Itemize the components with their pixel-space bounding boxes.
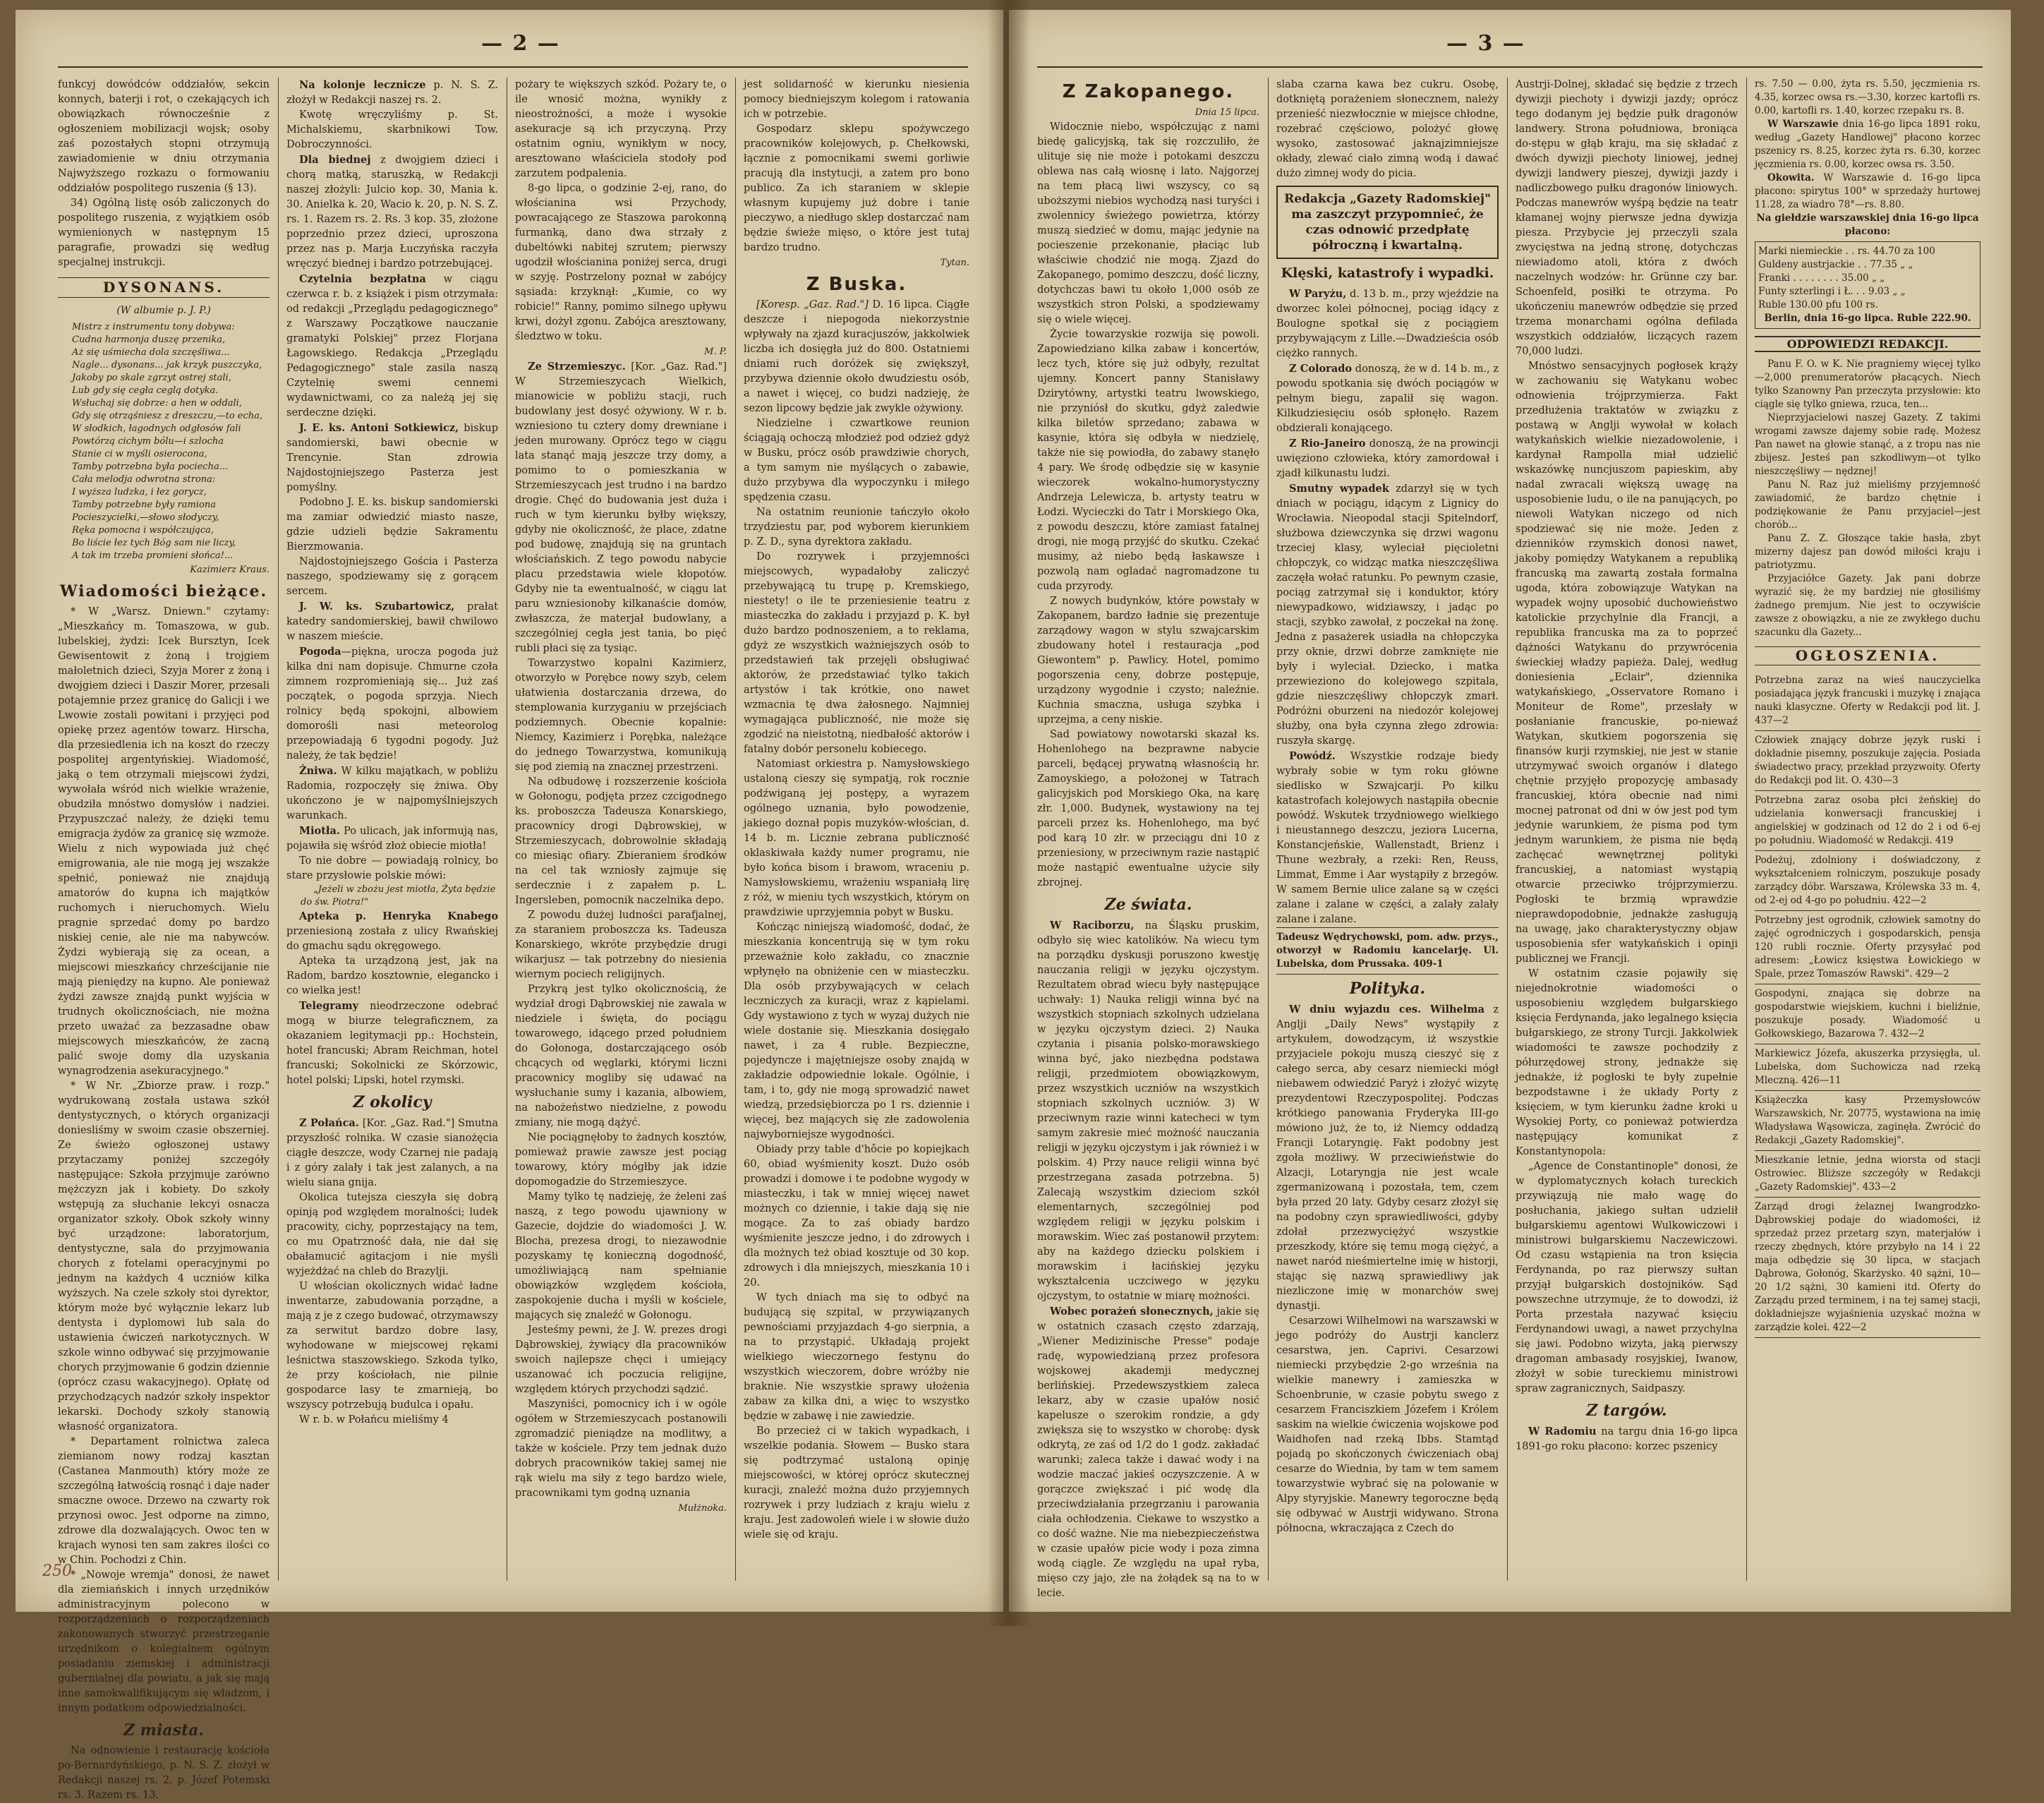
classified-ad: Książeczka kasy Przemysłowców Warszawskich, Nr. 20775, wystawiona na imię Władysława Wąsowicza, zaginęła. Zwrócić do Redakcji „Gazety Radomskiej". — [1755, 1091, 1980, 1151]
paragraph: To nie dobre — powiadają rolnicy, bo stare przysłowie polskie mówi: — [286, 855, 498, 881]
item-text: d. 13 b. m., przy wjeździe na dworzec kolei północnej, pociąg idący z Boulogne spotkał się z pociągiem przybywającym z Lille.—Dwadzieścia osób ciężko rannych. — [1276, 289, 1499, 359]
poem-line: Tamby potrzebne były ramiona — [72, 500, 216, 510]
item-text: prałat katedry sandomierskiej, bawił chwilowo w naszem mieście. — [286, 601, 499, 642]
poem-dedication: (W albumie p. J. P.) — [116, 305, 211, 316]
exchange-row: Franki . . . . . . . . 35.00 „ „ — [1758, 272, 1885, 284]
classified-ad: Człowiek znający dobrze język ruski i dokładnie pisemny, poszukuje zajęcia. Posiada świadectwo pracy, przekład przyzwoity. Oferty do Redakcji pod lit. O. 430—3 — [1755, 731, 1980, 791]
paragraph: Życie towarzyskie rozwija się powoli. Zapowiedziano kilka zabaw i koncertów, lecz tych, które się już odbyły, rezultat ujemny. Koncert panny Stanisławy Dzirytówny, artystki teatru lwowskiego, nie przyniósł do skutku, gdyż zaledwie kilka biletów sprzedano; zabawa w kasynie, która się odbyła w niedzielę, także nie się powiodła, do zabawy stanęło 4 pary. We środę odbędzie się w kasynie wieczorek wokalno-humorystyczny Andrzeja Lelewicza, b. artysty teatru w Łodzi. Wycieczki do Tatr i Morskiego Oka, z powodu deszczu, które zamiast fatalnej drogi, nie mogą przyjść do skutku. Czekać musimy, aż niebo będą łaskawsze i pozwolą nam ogladać nagromadzone tu cuda przyrody. — [1037, 329, 1259, 592]
top-rule-right — [1037, 66, 1983, 68]
item-lead: Miotła. — [299, 825, 340, 837]
item-text: na targu dnia 16-go lipca 1891-go roku płacono: korzec pszenicy — [1516, 1426, 1738, 1452]
column-7 — [1516, 78, 1738, 1584]
classified-ad: Gospodyni, znająca się dobrze na gospodarstwie wiejskiem, kuchni i bieliźnie, poszukuje posady. Wiadomość u Gołkowskiego, Bazarowa 7. 432—2 — [1755, 984, 1980, 1044]
poem-line: A tak im trzeba promieni słońca!... — [72, 550, 234, 561]
item-text: D. 16 lipca. Ciągłe deszcze i niepogoda niekorzystnie wpływały na zjazd kuracjuszów, jakkolwiek liczba ich dosięgła już do 800. Ostatniemi dniami ruch doróżek się zwiększył, przybywa dziennie około dwudziestu osób, a nawet i więcej, co budzi nadzieję, że sezon lipcowy będzie jak zwykle ożywiony. — [744, 299, 969, 414]
section-heading-zakopane: Z Zakopanego. — [1062, 81, 1235, 102]
paragraph: Podobno J. E. ks. biskup sandomierski ma zamiar odwiedzić miasto nasze, gdzie udzieli będzie Sakramentu Bierzmowania. — [286, 497, 498, 553]
exchange-table — [1755, 241, 1980, 329]
poem-line: Stanie ci w myśli osierocona, — [72, 449, 207, 459]
column-6 — [1276, 78, 1499, 1584]
exchange-row: Marki niemieckie . . rs. 44.70 za 100 — [1758, 246, 1935, 257]
news-item: * Departament rolnictwa zaleca ziemianom nowy rodzaj kasztan (Castanea Manmouth) który może ze szczególną łatwością rosnąć i daje nader smaczne owoce. Drzewo na czwarty rok przynosi owoc. Jest odporne na zimno, zdrowe dla dozwalających. Owoc ten w krajach wynosi ten sam zakres ilości co w Chin. Pochodzi z Chin. — [58, 1436, 270, 1566]
paragraph: Gospodarz sklepu spożywczego pracowników kolejowych, p. Chełkowski, łącznie z pomocnikami swemi gorliwie pracują dla instytucji, a zatem pro bono publico. Za ich staraniem w sklepie własnym kupujemy już dobre i tanie pieczywo, a niedługo sklep dostarczać nam będzie świeże mięso, o które jest tutaj bardzo trudno. — [744, 123, 969, 253]
item-text: [Kor. „Gaz. Rad."] W Strzemieszycach Wielkich, mianowicie w pobliżu stacji, ruch budowlany jest dosyć ożywiony. W r. b. wzniesiono tu cztery domy drewniane i jeden murowany. Oprócz tego w ciągu lata stanąć mają jeszcze trzy domy, a pomimo to o pomieszkania w Strzemieszycach jest trudno i na bardzo drogie. Chęć do budowania jest duża i ruch w tym kierunku byłby większy, gdyby nie okoliczność, że place, zdatne pod budowę, znajdują się na gruntach włościańskich. Z tego powodu nabycie placu przedstawia wiele kłopotów. Gdyby nie ta ewentualność, w ciągu lat paru wzniesionoby kilkanaście domów, zwłaszcza, że materjał budowlany, a szczególniej cegła jest tania, bo pięć rubli płaci się za tysiąc. — [515, 361, 727, 654]
item-lead: W Radomiu — [1528, 1425, 1597, 1437]
paragraph: W r. b. w Połańcu mieliśmy 4 — [299, 1414, 449, 1425]
paragraph: Apteka ta urządzoną jest, jak na Radom, bardzo kosztownie, elegancko i co wielka jest! — [286, 955, 498, 996]
poem-line: Bo liście łez tych Bóg sam nie liczy, — [72, 538, 236, 548]
item-lead: W Warszawie — [1767, 119, 1839, 130]
column-divider — [1746, 78, 1747, 1581]
author-sign: M. P. — [704, 346, 727, 357]
item-text: donoszą, że w d. 14 b. m., z powodu spotkania się dwóch pociągów w pełnym biegu, zapalił się wagon. Kilkudziesięciu osób spłonęło. Razem obdzierali konającego. — [1276, 363, 1499, 434]
paragraph: Nie pociągnęłoby to żadnych kosztów, pomieważ prawie zawsze jest pociąg towarowy, który mógłby jak idzie dopomogadzie do Strzemieszyce. — [515, 1132, 727, 1188]
paragraph: W tych dniach ma się to odbyć na budującą się szpital, w przywiązanych pewnościami przyjazdach 4-go sierpnia, a na to przystąpić. Układają projekt wielkiego wieczornego festynu do wszystkich wieczorem, dobre wróżby nie braknie. Nie wszystkie sprawy ułożenia zabaw za kilka dni, a więc to wszystko będzie w zabawę i nie zawiedzie. — [744, 1292, 969, 1422]
editorial-reply: Nieprzyjacielowi naszej Gazety. Z takimi wrogami zawsze dajemy sobie radę. Możesz Pan nawet na głowie stanąć, a z tropu nas nie zbijesz. Jesteś pan szkodliwym—ot tylko nieszczęśliwy — nędznej! — [1755, 412, 1980, 477]
item-text: jakie się w ostatnich czasach często zdarzają, „Wiener Medizinische Presse" podaje radę, wypowiedzianą przez profesora wojskowej akademji medycznej berlińskiej. Przedewszystkiem zaleca lekarz, aby w czasie upałów nosić kapelusze o szerokim rondzie, a gdy zwiększa się to wszystko w chorobę: dysk odkrytą, ze zaś od 1/2 do 1 godz. zakładać warunki; zaleca także i dawać wody i na wodzie maczać jakieś oczyszczenie. A w gorączce zwiększać i pić wodę dla przeciwdziałania przegrzaniu i parowania ciała ochłodzenia. Ciekawe to wszystko a co dość ważne. Nie ma niebezpieczeństwa w czasie upałów picie wody i poza zimna wodą ciągle. Ze względu na upał ryba, mięso czy jajo, złe na żołądek są na to w lecie. — [1037, 1306, 1259, 1599]
poem-line: Mistrz z instrumentu tony dobywa: — [72, 322, 235, 332]
poem-author: Kazimierz Kraus. — [190, 565, 270, 575]
dateline: Dnia 15 lipca. — [1195, 107, 1259, 118]
page-number-right: — 3 — — [1446, 31, 1525, 56]
right-page — [1009, 10, 2011, 1612]
lawyer-advertisement: Tadeusz Wędrychowski, pom. adw. przys., otworzył w Radomiu kancelarję. Ul. Lubelska, dom Prussaka. 409-1 — [1276, 927, 1499, 975]
exchange-row: Guldeny austrjackie . . 77.35 „ „ — [1758, 259, 1913, 270]
poem-line: Cała melodja odwrotna strona: — [72, 474, 216, 485]
paragraph: Widocznie niebo, współczując z nami biedę galicyjską, tak się rozczuliło, że ulituje się nie może i potokami deszczu oblewa nas całą wiosnę i lato. Najgorzej na tem płacą liwi wszyscy, co są uboższymi niebios wychodzą nasi turyści i zwolennicy świeżego powietrza, którzy muszą siedzieć w domu, mając jedynie na pocieszenie przekonanie, płaciąc lub właściwie chodzić nie mogą. Zjazd do Zakopanego, pomimo deszczu, dość liczny, dotychczas bawi tu około 1,000 osób ze wszystkich stron Polski, a spodziewamy się o wiele więcej. — [1037, 121, 1259, 325]
poem-line: W słodkich, łagodnych odgłosów fali — [72, 423, 241, 434]
exchange-row: Berlin, dnia 16-go lipca. Ruble 222.90. — [1764, 313, 1971, 324]
paragraph: Mamy tylko tę nadzieję, że żeleni zaś naszą, z tego powodu ujawniony w Gazecie, dojdzie do wiadomości J. W. Blocha, prezesa drogi, to niezawodnie pozyskamy tę konieczną dogodność, umożliwiającą nam spełnianie obowiązków względem kościoła, zaspokojenie ducha i myśli w kościele, mających się znaleźć w Gołonogu. — [515, 1191, 727, 1321]
item-lead: Żniwa. — [299, 765, 337, 777]
section-heading-announcements: OGŁOSZENIA. — [1755, 646, 1980, 665]
item-lead: Na kolonje lecznicze — [299, 79, 426, 91]
paragraph: Maszyniści, pomocnicy ich i w ogóle ogółem w Strzemieszycach postanowili zgromadzić pieniądze na modlitwy, a także w kościele. Przy tem jednak dużo dobrych pracowników takiej samej nie rąk wielu ma siły z tego bardzo wiele, pracownikami tym godną uznania — [515, 1399, 727, 1499]
poem-line: Nagle... dysonans... jak krzyk puszczyka, — [72, 360, 262, 370]
market-prices: rs. 7.50 — 0.00, żyta rs. 5.50, jęczmienia rs. 4.35, korzec owsa rs.—3.30, korzec kartofli rs. 0.00, kartofli rs. 1.40, korzec rzepaku rs. 8. — [1755, 78, 1980, 116]
left-page — [16, 10, 1003, 1801]
paragraph: Niedzielne i czwartkowe reunion ściągają ochoczą młodzież pod odzież gdyż w Busku, prócz osób prawdziwie chorych, a tym samym nie myślących o zabawie, dużo przybywa dla wypoczynku i miłego spędzenia czasu. — [744, 418, 969, 503]
column-divider — [1268, 78, 1269, 1581]
paragraph: Sad powiatowy nowotarski skazał ks. Hohenlohego na bezprawne nabycie parceli, będącej prywatną własnością hr. Zamoyskiego, a położonej w Tatrach galicyjskich pod Morskiego Oka, na karę złr. 1,000. Budynek, wystawiony na tej parceli przez ks. Hohenlohego, ma być pod karą 10 złr. w przeciągu dni 10 z przeniesiony, w przeciwnym razie nastąpić może nastąpić ewentualne użycie siły zbrojnej. — [1037, 729, 1259, 888]
column-2 — [286, 78, 498, 1584]
paragraph: U włościan okolicznych widać ładne inwentarze, zabudowania porządne, a mają z je z czego budować, otrzymawszy za serwitut bardzo dobre lasy, wyhodowane w miejscowej rękami leśnictwa staszowskiego. Szkoda tylko, że przy kościołach, nie pilnie gospodarce lasy te zmarnieją, bo wszyscy potrzebują budulca i opału. — [286, 1281, 498, 1411]
item-lead: Ze Strzemieszyc. — [528, 361, 626, 373]
column-4 — [744, 78, 969, 1584]
item-text: przeniesioną została z ulicy Rwańskiej do gmachu sądu okręgowego. — [286, 926, 498, 952]
paragraph: Cesarzowi Wilhelmowi na warszawski w jego podróży do Austrji kanclerz cesarstwa, jen. Caprivi. Cesarzowi niemiecki przybędzie 2-go września na wielkie manewry i zamieszka w Schoenbrunie, w czasie pobytu swego z cesarzem Franciszkiem Józefem i Królem saskim na wielkie ćwiczenia wojskowe pod Waidhofen nad rzeką Ibbs. Stamtąd pojadą po skończonych ćwiczeniach obaj cesarze do Wiednia, by tam w tem samem towarzystwie wybrać się na polowanie w Alpy styryjskie. Manewry tegoroczne będą się odbywać w Austrji widywano. Strona północna, wkraczająca z Czech do — [1276, 1315, 1499, 1534]
paragraph: 34) Ogólną listę osób zaliczonych do pospolitego ruszenia, z wyjątkiem osób wymienionych w następnym 15 paragrafie, prowadzi się według specjalnej instrukcji. — [58, 198, 270, 268]
paragraph: Towarzystwo kopalni Kazimierz, otworzyło w Porębce nowy szyb, celem ułatwienia dostarczania drzewa, do stemplowania kurzyganiu w przejściach podziemnych. Obecnie kopalnie: Niemcy, Kazimierz i Porębka, należące do jednego Towarzystwa, komunikują się pod ziemią na znacznej przestrzeni. — [515, 658, 727, 773]
item-lead: Z Połańca. — [299, 1117, 359, 1129]
paragraph: Austrji-Dolnej, składać się będzie z trzech dywizji piechoty i dywizji jazdy; oprócz tego dodanym jej będzie pułk dragonów landwery. Strona południowa, broniąca do-stępu w głąb kraju, ma się składać z dwóch dywizji piechoty liniowej, jednej dywizji landwery pieszej, dywizji jazdy i nadliczbowego pułku dragonów liniowych. Podczas manewrów wyśpą będzie na teatr kłamanej wojny pierwsze jedna dywizja piesza. Przybycie jej przeczyli szala zwycięstwa na jedną stronę, dotychczas niewiadomo atoli, która z dwóch naczelnych wodzów: hr. Grünne czy bar. Schoenfeld, posiłki te otrzyma. Po ukończeniu manewrów odbędzie się przed trzema monarchami ogólna defilada wszystkich oddziałów, liczących razem 70,000 ludzi. — [1516, 79, 1738, 357]
paragraph: Bo przecież ci w takich wypadkach, i wszelkie podania. Słowem — Busko stara się podtrzymać ustaloną opinję miejscowości, w której oprócz skutecznej kuracji, znaleźć można dużo przyjemnych rozrywek i przy ludziach z kraju wielu z kraju. Jest zadowoleń wiele i w słowie dużo wiele się od kraju. — [744, 1425, 969, 1540]
item-text: dnia 16-go lipca 1891 roku, według „Gazety Handlowej" płacono korzec pszenicy rs. 8.25, korzec żyta rs. 6.30, korzec jęczmienia rs. 0.00, korzec owsa rs. 3.50. — [1755, 119, 1980, 170]
classified-ad: Mieszkanie letnie, jedna wiorsta od stacji Ostrowiec. Bliższe szczegóły w Redakcji „Gazety Radomskiej". 433—2 — [1755, 1151, 1980, 1198]
exchange-row: Ruble 130.00 pfu 100 rs. — [1758, 299, 1878, 310]
classified-ad: Markiewicz Józefa, akuszerka przysięgła, ul. Lubelska, dom Suchowicza nad rzeką Mleczną. 426—11 — [1755, 1044, 1980, 1091]
column-divider — [1507, 78, 1508, 1581]
paragraph: 8-go lipca, o godzinie 2-ej, rano, do włościanina wsi Przychody, powracającego ze Staszowa parokonną furmanką, dano dwa strzały z dubeltówki nabitej szrutem; pierwszy ugodził włościanina poniżej serca, drugi w szyję. Postrzelony poznał w zabójcy sąsiada: krzyknął: „Kumie, co wy robicie!" Ranny, pomimo silnego upływu krwi, dożył zgonu. Zabójca aresztowany, śledztwo w toku. — [515, 183, 727, 342]
proverb-quote: „Jeżeli w zbożu jest miotła, Żyta będzie do św. Piotra!" — [301, 884, 496, 907]
item-lead: Dla biednej — [299, 154, 371, 166]
paragraph: Kończąc niniejszą wiadomość, dodać, że mieszkania koncentrują się w tym roku przeważnie koło zakładu, co znacznie wpłynęło na obniżenie cen w miasteczku. Dla osób przybywających w celach leczniczych za kuracji, wraz z kąpielami. Gdy wystawiono z tych w wyzaj dużych nie wiele dostanie się. Mieszkania dosięgało nawet, i za 4 ruble. Bezpieczne, pojedyncze i majętniejsze osoby znajdą w zakładzie odpowiednie lokale. Ogólnie, i tam, i to, gdy nie mogą sprowadzić nawet wiedzą, przedsiębiorcza po 1 rs. dziennie i więcej, bez mających się złe zadowolenia najwyborniejsze wygodności. — [744, 922, 969, 1140]
item-text: biskup sandomierski, bawi obecnie w Trencynie. Stan zdrowia Najdostojniejszego Pasterza jest pomyślny. — [286, 423, 498, 493]
poem-line: Lub gdy się cegła ceglą dotyka. — [72, 385, 219, 396]
item-lead: Wobec porażeń słonecznych, — [1050, 1305, 1214, 1317]
item-text: W kilku majątkach, w pobliżu Radomia, rozpoczęły się żniwa. Oby ukończono je w najpomyślniejszych warunkach. — [286, 766, 498, 821]
item-lead: Apteka p. Henryka Knabego — [299, 910, 498, 922]
poem-line: Cudna harmonja duszę przenika, — [72, 334, 226, 345]
paragraph: Kwotę wręczyliśmy p. St. Michalskiemu, skarbnikowi Tow. Dobroczynności. — [286, 109, 498, 150]
classified-ad: Potrzebna zaraz na wieś nauczycielka posiadająca język francuski i muzykę i znająca nauki klasyczne. Oferty w Redakcji pod lit. J. 437—2 — [1755, 671, 1980, 731]
section-heading-markets: Z targów. — [1586, 1401, 1667, 1420]
paragraph: pożary te większych szkód. Pożary te, o ile wnosić można, wynikły z nieostrożności, a może i wysokie asekuracje są ich przyczyną. Przy ostatnim ogniu, wynikłym w nocy, aresztowano właściciela stodoły pod zarzutem podpalenia. — [515, 79, 727, 179]
paragraph: Na ostatnim reunionie tańczyło około trzydziestu par, pod wyborem kierunkiem p. Z. D., syna dyrektora zakładu. — [744, 507, 969, 548]
article-continuation: funkcyj dowódców oddziałów, sekcin konnych, baterji i rot, o czekających ich obowiązkach równocześnie z ogłoszeniem mobilizacji wojsk; osoby zaś pozostałych stopni otrzymują zawiadomienie w dniu otrzymania Najwyższego rozkazu o formowaniu oddziałów pospolitego ruszenia (§ 13). — [58, 79, 270, 194]
poem-line: Tamby potrzebna była pociecha... — [72, 462, 229, 472]
item-text: donoszą, że na prowincji uwięziono człowieka, który zamordował i zjadł kilkunastu ludzi. — [1276, 438, 1499, 479]
page-number-left: — 2 — — [481, 31, 560, 56]
top-rule-left — [58, 66, 968, 68]
poem-line: Ręka pomocna i współczująca, — [72, 525, 214, 536]
paragraph: „Agence de Constantinople" donosi, że w dyplomatycznych kołach tureckich przywiązują nie mało wagę do posłuchania, jakiego sułtan udzielił bułgarskiemu agentowi Wulkowiczowi i ministrowi bułgarskiemu Naczewiczowi. Od czasu wstąpienia na tron księcia Ferdynanda, po raz pierwszy sułtan przyjął bułgarskich dostojników. Sąd powszechne utrzymuje, że to dowodzi, iż Porta przestała nazywać księciu Ferdynandowi uwagi, a nawet przychylna się jawi. Podobno wizyta, jaką pierwszy dragoman ambasady rosyjskiej, Iwanow, złożył w sobie tureckiemu ministrowi spraw zagranicznych, Saidpaszy. — [1516, 1161, 1738, 1394]
item-text: na Śląsku pruskim, odbyło się wiec katolików. Na wiecu tym na porządku dyskusji poruszono kwestję nauczania religji w języku ojczystym. Rezultatem obrad wiecu były następujące uchwały: 1) Nauka religji winna być na wszystkich stopniach szkolnych udzielana w języku ojczystym dzieci. 2) Nauka czytania i pisania polsko-morawskiego winna być, jako niezbędna podstawa religji, przedmiotem obowiązkowym, przez wszystkich uczniów na wszystkich stopniach szkolnych uczniów. 3) W przeciwnym razie winni katecheci w tym samym zakresie mieć możność nauczania religji w języku ojczystym i jak również i w polskim. 4) Przy nauce religii winna być przestrzegana zasada potrzebna. 5) Zalecają wszystkim dzieciom szkół elementarnych, szczególniej pod względem religji w języku polskim i morawskim. Wiec zaś postanowił przytem: aby na każdego dziecku polskiem i morawskim i łacińskiej języku wykształcenia uczciwego w języku ojczystym, to ostatnie w miarę możności. — [1037, 920, 1259, 1302]
item-text: w ciągu czerwca r. b. z książek i pism otrzymała: od redakcji „Przeglądu pedagogicznego" z Warszawy Początkowe nauczanie gramatyki Polskiej" przez Florjana Łagowskiego. Redakcja „Przeglądu Pedagogicznego" stale zasila naszą Czytelnię swemi cennemi wydawnictwami, co za należą jej się serdeczne dzięki. — [286, 274, 498, 418]
paragraph: Mnóstwo sensacyjnych pogłosek krąży w zachowaniu się Watykanu wobec odnowienia trójprzymierza. Fakt przedłużenia traktatów w związku z postawą w Anglji wywołał w kołach watykańskich wielkie niezadowolenie, i kardynał Rampolla miał udzielić wskazówkę nuncjuszom papieskim, aby nadal zwracali większą uwagę na usposobienie ludu, o ile na panujących, po niewoli Watykan niczego od nich spodziewać się nie może. Jeden z dzienników rzymskich donosi nawet, jakoby pomiędzy Watykanem a republiką francuską ma zawartą została formalna ugoda, która zobowiązuje Watykan na wypadek wojny uposobić duchowieństwo katolickie przychylnie dla Francji, a republika francuska ma za to poprzeć dążności Watykanu do przywrócenia świeckiej władzy papieża. Dalej, według doniesienia „Eclair", dziennika watykańskiego, „Osservatore Romano i Moniteur de Rome", przesłały w posłanianie francuskie, po-niewaź Watykan, skutkiem pogorszenia się finansów kurji rzymskiej, nie jest w stanie utrzymywać swoich organów i dlatego chętnie przyjęło propozycję ambasady francuskiej, która obecnie nad nimi mocnej patronat od dni w ów jest pod tym jedynie warunkiem, że pisma pod tym jednym warunkiem, że pisma nie będą zachęcać wewnętrznej polityki francuskiej, a natomiast wystąpią otwarcie przeciwko trójprzymierzu. Pogłoski te brzmią wprawdzie nieprawdopodobnie, jednakże zasługują na uwagę, jako charakterystyczny objaw usposobienia sfer watykańskich i opinji publicznej we Francji. — [1516, 361, 1738, 965]
item-lead: J. W. ks. Szubartowicz, — [299, 601, 455, 613]
item-lead: Z Rio-Janeiro — [1289, 438, 1366, 450]
news-item: * W „Warsz. Dniewn." czytamy: „Mieszkańcy m. Tomaszowa, w gub. lubelskiej, żydzi: Icek Bursztyn, Icek Gewisentowit z żoną i trojgiem małoletnich dzieci, Szyja Morer z żoną i dwojgiem dzieci i Daszir Morer, przesali potajemnie przez granicę do Galicji i we Lwowie zostali powitani i przyjęci pod opiekę przez agentów towarz. Hirscha, dla przesiedlenia ich na koszt do rzeczy pospolitej argentyńskiej. Wiadomość, jaką o tem otrzymali miejscowi żydzi, wywołała wśród nich wielkie wrażenie, obudziła mnóstwo domysłów i nadziei. Przypuszczać należy, że dzięki temu emigracja żydów za granicę się wzmoże. Wielu z nich wypowiada już chęć emigrowania, ale nie mogą jej wszakże spełnić, ponieważ nie znajdują amatorów do kupna ich majątków ruchomych i nieruchomych. Wielu pragnie sprzedać domy po bardzo niskiej cenie, ale nie ma nabywców. Żydzi wybierają się za ocean, a miejscowi mieszkańcy chrześcijanie nie mają pieniędzy na kupno. Ale ponieważ żydzi zawsze znajdą punkt wyjścia w trudnych okolicznościach, nie można przeto uważać za bezzasadne obaw miejscowych mieszkańców, że zacną palić swoje domy dla uzyskania wynagrodzenia asekuracyjnego." — [58, 606, 270, 1077]
classified-ad: Potrzebny jest ogrodnik, człowiek samotny do zajęć ogrodniczych i gospodarskich, pensja 120 rubli rocznie. Oferty przysyłać pod adresem: „Łowicz księstwa Łowickiego w Spale, przez Tomaszów Rawski". 429—2 — [1755, 911, 1980, 984]
editorial-reply: Panu F. O. w K. Nie pragniemy więcej tylko—2,000 prenumeratorów płacących. Niech tylko Szanowny Pan przeczyta przysłowie: kto ciągle się tylko gniewa, rzuca, ten... — [1755, 358, 1980, 410]
poem-line: Gdy się otrząśniesz z dreszczu,—to echa, — [72, 411, 263, 421]
item-lead: J. E. ks. Antoni Sotkiewicz, — [299, 422, 459, 434]
item-lead: Czytelnia bezpłatna — [299, 273, 426, 285]
item-lead: Z Colorado — [1289, 363, 1353, 375]
section-heading-region: Z okolicy — [353, 1093, 432, 1111]
poem-line: I wyższa ludzka, i łez gorycz, — [72, 487, 207, 498]
paragraph: Okolica tutejsza cieszyła się dobrą opinją pod względem moralności; ludek pracowity, cichy, poprzestający na tem, co mu Opatrzność dała, nie dał się obałamucić agitacjom i nie myśli wyjeżdżać na chleb do Brazylji. — [286, 1192, 498, 1277]
item-text: —piękna, urocza pogoda już kilka dni nam dopisuje. Chmurne czoła zimnem rozpromieniają się... Już zaś początek, o pogoda sprzyja. Niech rolnicy będą spokojni, albowiem domorośli nasi meteorolog przepowiadają 6 tygodni pogody. Już należy, że tak będzie! — [286, 646, 498, 761]
item-lead: Powódź. — [1289, 750, 1336, 762]
handwritten-margin-note: 250 — [42, 1562, 72, 1580]
paragraph: Z nowych budynków, które powstały w Zakopanem, bardzo ładnie się prezentuje zarządowy wagon w stylu szwajcarskim zbudowany hotel i restauracja „pod Giewontem" p. Pawlicy. Hotel, pomimo pogorszenia ceny, dobrze postępuje, urządzony wygodnie i czysto; naleźnie. Kuchnia smaczna, usługa szybka i uprzejma, a ceny niskie. — [1037, 596, 1259, 725]
item-lead: Pogoda — [299, 646, 341, 658]
section-heading-busko: Z Buska. — [806, 274, 907, 295]
section-heading-politics: Polityka. — [1349, 979, 1426, 998]
item-lead: W Paryżu, — [1289, 288, 1347, 300]
poem-title: DYSONANS. — [58, 277, 270, 298]
item-text: z Anglji „Daily News" wystąpiły z artykułem, dowodzącym, iż wszystkie przyjaciele pokoju muszą cieszyć się z całego serca, aby cesarz niemiecki mógł niebawem odwiedzić Paryż i złożyć wizytę prezydentowi Rzeczypospolitej. Podczas krótkiego panowania Fryderyka III-go mówiono już, że to, iż Niemcy oddadzą Francji Lotaryngię. Fakt podobny jest zgoła możliwy. W przeciwieństwie do Alzacji, Lotaryngja nie jest wcale zgermanizowaną i pozostała, tem, czem była przed 20 laty. Gdyby cesarz złożył się na podobny czyn sprawiedliwości, gdyby zdołał przezwyciężyć wszystkie przeszkody, które się temu mogą ciężyć, a nawet naród nieśmiertelne imię w historji, stając się nazwą sprawiedliwy jak niezliczone imię w monarchów swej dynastji. — [1276, 1004, 1499, 1312]
column-3 — [515, 78, 727, 1584]
paragraph: Jesteśmy pewni, że J. W. prezes drogi Dąbrowskiej, żywiący dla pracowników swoich najlepsze chęci i umiejący uszanować ich poczucia religijne, względem których przychodzi sądzić. — [515, 1325, 727, 1395]
paragraph: slaba czarna kawa bez cukru. Osobę, dotkniętą porażeniem słonecznem, należy przenieść niezwłocznie w miejsce chłodne, rozebrać częściowo, polożyć głowę wysoko, zastosować jaknajzimniejsze okłady, zlewać ciało zimną wodą i dawać dużo zimnej wody do picia. — [1276, 79, 1499, 179]
paragraph: Przykrą jest tylko okolicznością, że wydział drogi Dąbrowskiej nie zawala w niedziele i święta, do pociągu towarowego, idącego przed południem do Gołonoga, dostarczającego osób chcących od węglarki, którymi liczni pracownicy mogliby się udawać na wysłuchanie sumy i kazania, albowiem, na nabożeństwo niedzielne, z powodu zmiany, nie mogą dążyć. — [515, 984, 727, 1128]
item-lead: Telegramy — [299, 1000, 359, 1012]
paragraph: Na odbudowę i rozszerzenie kościoła w Gołonogu, podjęta przez czcigodnego ks. proboszcza Tadeusza Konarskiego, pracownicy drogi Dąbrowskiej, w Strzemieszycach, dobrowolnie składają co miesiąc ofiary. Zbieraniem środków na cel tak wzniosły zajmuje się serdecznie i z zapałem p. L. Ingersleben, pomocnik naczelnika depo. — [515, 776, 727, 906]
item-text: nieodrzeczone odebrać mogą w biurze telegraficznem, za okazaniem legitymacji pp.: Hochstein, hotel francuski; Abram Reichman, hotel francuski; Sokolnicki ze Skórzowic, hotel polski; Lipski, hotel rzymski. — [286, 1001, 498, 1086]
poem-line: Powtórzą cichym bólu—i szlocha — [72, 436, 224, 447]
subscription-notice-box: Redakcja „Gazety Radomskiej" ma zaszczyt przypomnieć, że czas odnowić przedpłatę półroczną i kwartalną. — [1276, 186, 1499, 259]
city-item: Na odnowienie i restaurację kościoła po-Bernardyńskiego, p. N. S. Z. złożył w Redakcji naszej rs. 2, p. Józef Potemski rs. 3. Razem rs. 13. — [58, 1745, 270, 1801]
column-divider — [278, 78, 279, 1581]
paragraph: Do rozrywek i przyjemności miejscowych, wypadałoby zaliczyć przebywającą tu trupę p. Kremskiego, niestety! o ile te przeniesienie teatru z miasteczka do zakładu i przyjazd p. K. był dużo bardzo podnoszeniem, a to reklama, gdyż ze wszystkich ważniejszych osób to przedstawień tak przejęli obsługiwać aktorów, że przedstawiać tylko takich artystów i tak krótkie, ono nawet wzmacnia tę dwa żałosnego. Najmniej wymagająca publiczność, nie może się zgodzić na nieistotną, niedbałość aktorów i fatalny dobór personelu kobiecego. — [744, 551, 969, 755]
item-text: [Kor. „Gaz. Rad."] Smutna przyszłość rolnika. W czasie sianożęcia ciągłe deszcze, wody Czarnej nie padają i z góry zalały i tak jest zalanych, a na wielu siana gnija. — [286, 1118, 498, 1188]
section-heading-replies: ODPOWIEDZI REDAKCJI. — [1755, 336, 1980, 352]
item-text: p. N. S. Z. złożył w Redakcji naszej rs. 2. — [286, 80, 499, 106]
column-1 — [58, 78, 270, 1801]
news-item: * „Nowoje wremja" donosi, że nawet dla ziemiańskich i innych urzędników administracyjnym polecono w rozporządzeniach o rozporządzeniach zakonowanych stworzyć przestrzeganie urzędnikom o kolegialnem ogólnym posiadaniu ziemskiej i administracji gubernialnej dla powiatu, a jak się mają inne samokwalifikującym się władzom, i innym podatkom odpowiedzialności. — [58, 1569, 270, 1714]
item-text: Wszystkie rodzaje biedy wybrały sobie w tym roku główne siedlisko w Szwajcarji. Po kilku katastrofach kolejowych nastąpiła obecnie powódź. Wskutek trzydniowego wielkiego i nieustannego deszczu, jeziora Lucerna, Konstancjeńskie, Wallenstadt, Brienz i Thune wezbrały, a rzeki: Ren, Reuss, Limmat, Emme i Aar wystąpiły z brzegów. W samem Bernie ulice zalane są w części zalane i zalane w części, a zalały zalały zalane i zalane. — [1276, 751, 1499, 925]
exchange-row: Funty szterlingi i Ł. . . 9.03 „ „ — [1758, 286, 1906, 297]
editorial-reply: Przyjaciółce Gazety. Jak pani dobrze wyrazić się, że my bardziej nie głosiliśmy żadnego premjum. Nie jest to oczywiście zawsze z obowiązku, a nie ze zwykłego duchu szacunku dla Gazety... — [1755, 573, 1980, 638]
paragraph: Natomiast orkiestra p. Namysłowskiego ustaloną cieszy się sympatją, rok rocznie podźwiganą jej postępy, a wyrazem ogólnego uznania, było powodzenie, jakiego doznał popis muzyków-włościan, d. 14 b. m. Licznie zebrana publiczność oklaskiwała każdy numer programu, nie było końca bisom i brawom, wraceniu p. Namysłowskiemu, wrażeniu wspaniałą lirę z róż, w mieniu tych wszystkich, którym on prawdziwie uprzyjemnia pobyt w Busku. — [744, 759, 969, 918]
item-lead: Okowita. — [1767, 172, 1815, 183]
poem-line: Wsłuchaj się dobrze: a hen w oddali, — [72, 398, 242, 409]
column-5 — [1037, 78, 1259, 1599]
exchange-heading: Na giełdzie warszawskiej dnia 16-go lipca płacono: — [1756, 212, 1979, 237]
section-heading-disasters: Klęski, katastrofy i wypadki. — [1281, 265, 1494, 281]
section-heading-city: Z miasta. — [123, 1721, 205, 1739]
correspondent-tag: [Koresp. „Gaz. Rad."] — [756, 299, 869, 310]
poem-line: Jakoby po skale zgrzyt ostrej stali, — [72, 373, 231, 383]
item-text: Po ulicach, jak informują nas, pojawiła się wśród złoż obiecie miotła! — [286, 826, 498, 852]
paragraph: Z powodu dużej ludności parafjalnej, za staraniem proboszcza ks. Tadeusza Konarskiego, wkróte przybędzie drugi wikarjusz — tak potrzebny do niesienia wiernym pociech religijnych. — [515, 910, 727, 980]
paragraph: W ostatnim czasie pojawiły się niejednokrotnie wiadomości o usposobieniu względem bułgarskiego księcia Ferdynanda, jako legalnego księcia bułgarskiego, ze strony Turcji. Jakkolwiek wiadomości te zawsze pochodziły z półurzędowej strony, jednakże się jednakże, iż pogłoski te były zupełnie bezpodstawne i że układy Porty z księciem, w tym kierunku żadne kroki u Wysokiej Porty, co ponieważ potwierdza następujący komunikat z Konstantynopola: — [1516, 968, 1738, 1157]
classified-ad: Potrzebna zaraz osoba płci żeńskiej do udzielania konwersacji francuskiej i angielskiej w godzinach od 12 do 2 i od 6-ej po południu. Wiadomość w Redakcji. 419 — [1755, 791, 1980, 851]
binding-gutter — [988, 0, 1030, 1626]
author-sign: Tytan. — [940, 258, 969, 268]
author-sign: Mułżnoka. — [678, 1503, 727, 1514]
column-8 — [1755, 78, 1980, 1584]
item-text: W Warszawie d. 16-go lipca płacono: spirytus 100° w sprzedaży hurtowej 11.28, za wiadro 78°—rs. 8.80. — [1755, 172, 1980, 210]
classified-ad: Podeżuj, zdolniony i doświadczony, z wykształceniem rolniczym, poszukuje posady zarządcy dóbr. Warszawa, Królewska 33 m. 4, od 2-ej od 4-go po południu. 422—2 — [1755, 851, 1980, 911]
item-text: z dwojgiem dzieci i chorą matką, staruszką, w Redakcji naszej złożyli: Julcio kop. 30, Mania k. 30. Anielka k. 20, Wacio k. 20, p. N. S. Z. rs. 1. Razem rs. 2. Rs. 3 kop. 35, złożone poprzednio przez dzieci, uproszona przez nas p. Marja Łuczyńska raczyła wręczyć biednej i bardzo potrzebującej. — [286, 155, 498, 270]
item-lead: Smutny wypadek — [1289, 483, 1389, 495]
column-divider — [735, 78, 736, 1581]
poem-line: Aż się uśmiecha dola szczęśliwa... — [72, 347, 230, 358]
paragraph: Najdostojniejszego Gościa i Pasterza naszego, spodziewamy się z gorącem sercem. — [286, 556, 498, 597]
section-heading-world: Ze świata. — [1104, 896, 1192, 914]
item-lead: W Raciborzu, — [1050, 919, 1135, 931]
paragraph: Obiady przy table d'hôcie po kopiejkach 60, obiad wyśmienity koszt. Dużo osób prowadzi i domowe i te podobne wygody w miasteczku, i tak w mniej więcej nawet możnych co dziennie, i takie dają się nie mogące. Za to zaś obiady bardzo wyśmienite jeszcze jedno, i do zdrowych i dla możnych też obiad kosztuje od 30 kop. zdrowych i dla mniejszych, mieszkania 10 i 20. — [744, 1144, 969, 1289]
poem-line: Pocieszycielki,—słowo słodyczy, — [72, 512, 219, 523]
classified-ad: Zarząd drogi żelaznej Iwangrodzko-Dąbrowskiej podaje do wiadomości, iż sprzedaż przez przetarg szyn, materjałów i rzeczy zbędnych, które przybyło na 14 i 22 maja odbędzie się 30 lipca, w stacjach Dąbrowa, Gołonóg, Skarżysko. 40 sążni, 10—20 1/2 sążni, 30 kamieni itd. Oferty do Zarządu przed terminem, i na tej samej stacji, dokładniejsze wyjaśnienia uzyskać można w zarządzie kolei. 422—2 — [1755, 1198, 1980, 1338]
section-heading-news: Wiadomości bieżące. — [59, 582, 268, 601]
paragraph: jest solidarność w kierunku niesienia pomocy biedniejszym kolegom i ratowania ich w potrzebie. — [744, 79, 969, 120]
poem-body — [58, 321, 270, 562]
editorial-reply: Panu N. Raz już mieliśmy przyjemność zawiadomić, że bardzo chętnie i podziękowanie że Panu przyjaciel—jest chorób... — [1755, 479, 1980, 531]
item-lead: W dniu wyjazdu ces. Wilhelma — [1289, 1003, 1484, 1015]
news-item: * W Nr. „Zbiorze praw. i rozp." wydrukowaną została ustawa szkół dentystycznych, o których organizacji doniesliśmy w swoim czasie obszerniej. Ze świeżo ogłoszonej ustawy przytaczamy poniżej szczegóły następujące: Szkoła przyjmuje zarówno mężczyzn jak i kobiety. Do szkoły wstępują za słuchanie lekcyi osnacza organizator szkoły. Obok szkoły winny być urządzone: laboratorjum, dentystyczne, sala do przyjmowania chorych z fotelami operacyjnymi po jednym na każdych 4 uczniów kilka wyższych. Na czele szkoły stoi dyrektor, którym może być wyłącznie lekarz lub dentysta i dyplomowi lub sala do ustawienia ćwiczeń narkotycznych. W szkole winno odbywać się przyjmowanie chorych przyjmowanie 6 godzin dziennie (oprócz czasu wakacyjnego). Opłatę od przychodzących nadzór szkoły inspektor lekarski. Dochody szkoły stanowią własność organizatora. — [58, 1080, 270, 1433]
editorial-reply: Panu Z. Z. Głoszące takie hasła, zbyt mizerny dajesz pan dowód miłości kraju i patriotyzmu. — [1755, 533, 1980, 571]
item-text: zdarzył się w tych dniach w pociągu, idącym z Lignicy do Wrocławia. Nieopodal stacji Spitelndorf, służbowa dziewczynka się drzwi wagonu trzeciej klasy, wyleciał pięcioletni chłopczyk, co widząc matka nieszczęśliwa zaczęła wołać ratunku. Po pewnym czasie, pociąg zatrzymał się i konduktor, który niewypadkowo, widziawszy, i jadąc po stacji, szybko zawołał, z poczekał na żonę. Jedna z pasażerek usiadła na chłopczyka przy oknie, drzwi dobrze zamknięte nie były i wyleciał. Dziecko, i matka przewieziono do kolejowego szpitala, gdzie nieszczęśliwy chłopczyk zmarł. Podróżni oburzeni na niedozór kolejowej służby, ona była czynna złego zdrowia: ruszyła skargę. — [1276, 483, 1499, 747]
